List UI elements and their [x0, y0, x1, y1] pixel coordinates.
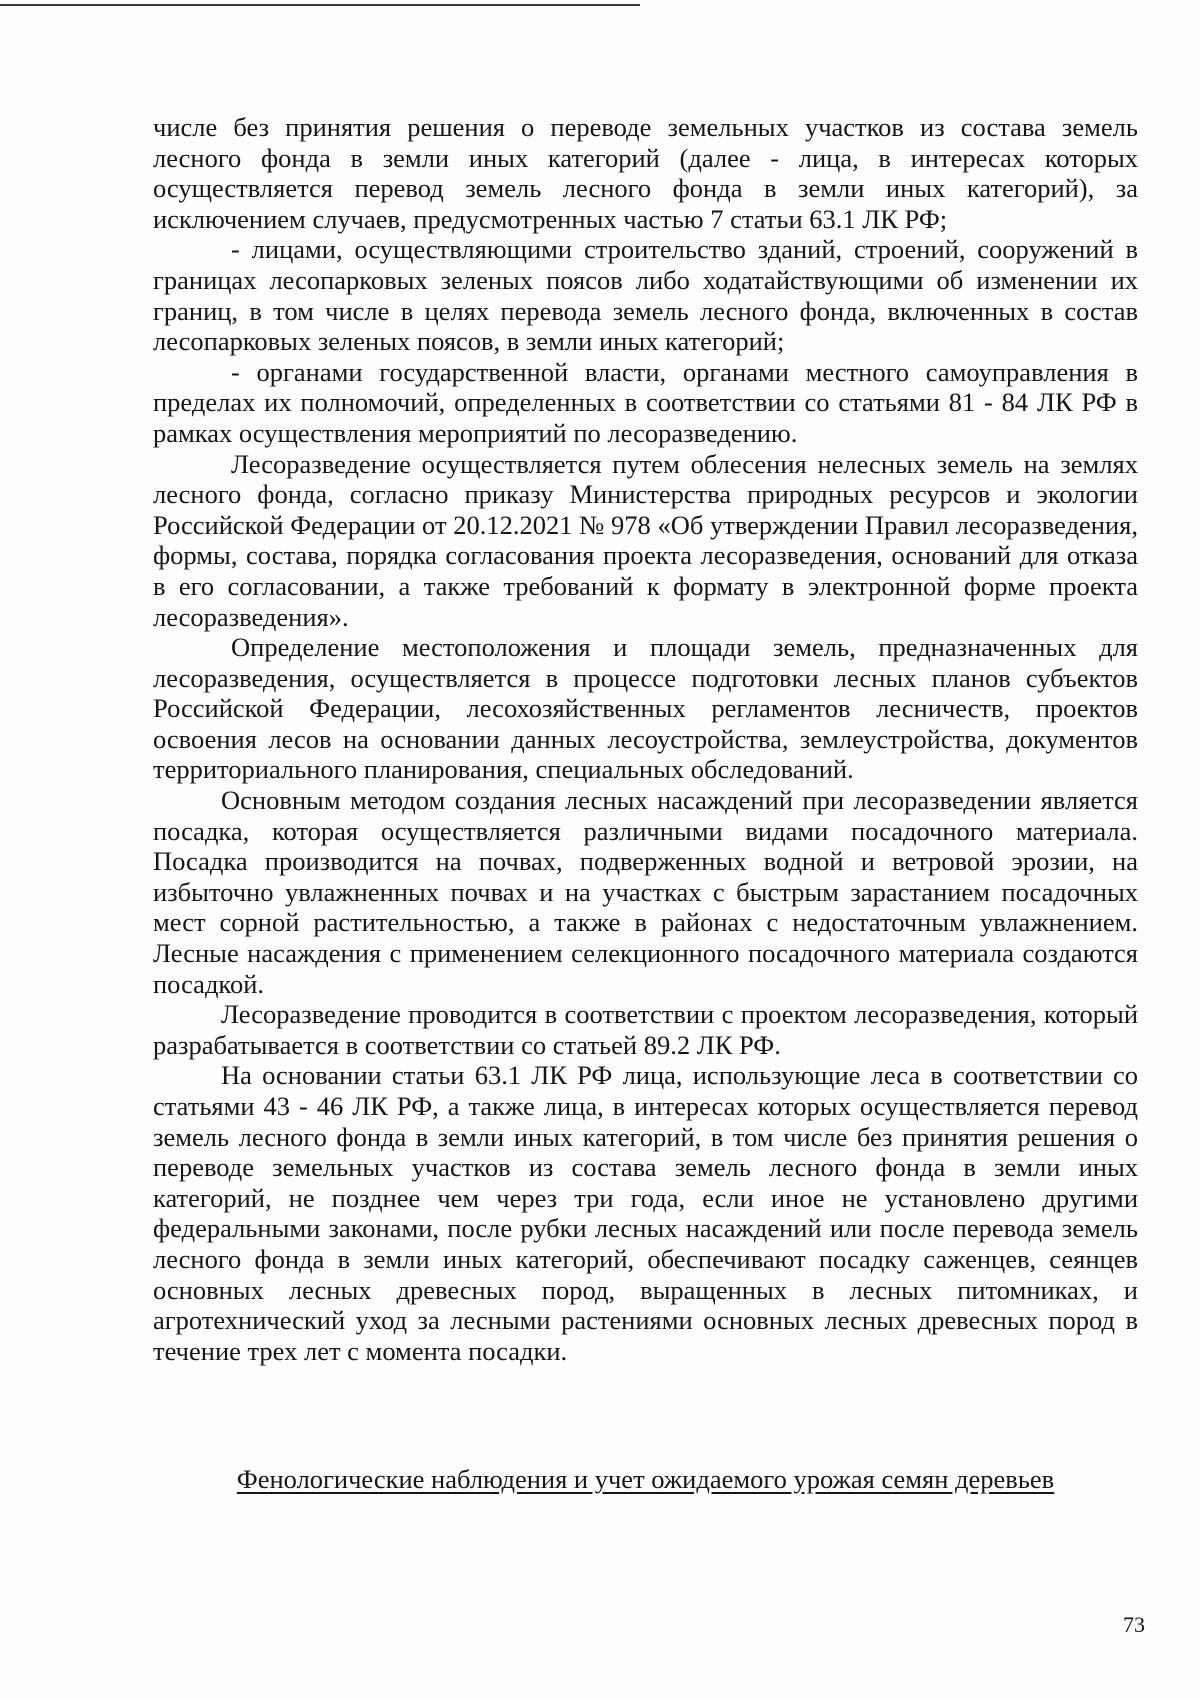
paragraph-afforestation: Лесоразведение осуществляется путем облесения нелесных земель на землях лесного фонда, согласно приказу Министерства природных ресурсов и экологии Российской Федерации от 20.12.2021 № 978 «Об утверждении Правил лесоразведения, формы, состава, порядка согласования проекта лесоразведения, оснований для отказа в его согласовании, а также требований к формату в электронной форме проекта лесоразведения».: [153, 448, 1138, 632]
paragraph-location-definition: Определение местоположения и площади земель, предназначенных для лесоразведения, осуществляется в процессе подготовки лесных планов субъектов Российской Федерации, лесохозяйственных регламентов лесничеств, проектов освоения лесов на основании данных лесоустройства, землеустройства, документов территориального планирования, специальных обследований.: [153, 632, 1138, 785]
paragraph-list-item-1: - лицами, осуществляющими строительство зданий, строений, сооружений в границах лесопарковых зеленых поясов либо ходатайствующими об изменении их границ, в том числе в целях перевода земель лесного фонда, включенных в состав лесопарковых зеленых поясов, в земли иных категорий;: [153, 234, 1138, 357]
paragraph-article-63-1: На основании статьи 63.1 ЛК РФ лица, использующие леса в соответствии со статьями 43 - 46 ЛК РФ, а также лица, в интересах которых осуществляется перевод земель лесного фонда в земли иных категорий, в том числе без принятия решения о переводе земельных участков из состава земель лесного фонда в земли иных категорий, не позднее чем через три года, если иное не установлено другими федеральными законами, после рубки лесных насаждений или после перевода земель лесного фонда в земли иных категорий, обеспечивают посадку саженцев, сеянцев основных лесных древесных пород, выращенных в лесных питомниках, и агротехнический уход за лесными растениями основных лесных древесных пород в течение трех лет с момента посадки.: [153, 1060, 1138, 1366]
paragraph-afforestation-project: Лесоразведение проводится в соответствии с проектом лесоразведения, который разрабатывается в соответствии со статьей 89.2 ЛК РФ.: [153, 999, 1138, 1060]
page-number: 73: [1123, 1612, 1145, 1637]
paragraph-list-item-2: - органами государственной власти, органами местного самоуправления в пределах их полномочий, определенных в соответствии со статьями 81 - 84 ЛК РФ в рамках осуществления мероприятий по лесоразведению.: [153, 356, 1138, 448]
paragraph-continuation: числе без принятия решения о переводе земельных участков из состава земель лесного фонда в земли иных категорий (далее - лица, в интересах которых осуществляется перевод земель лесного фонда в земли иных категорий), за исключением случаев, предусмотренных частью 7 статьи 63.1 ЛК РФ;: [153, 112, 1138, 234]
paragraph-planting-method: Основным методом создания лесных насаждений при лесоразведении является посадка, которая осуществляется различными видами посадочного материала. Посадка производится на почвах, подверженных водной и ветровой эрозии, на избыточно увлажненных почвах и на участках с быстрым зарастанием посадочных мест сорной растительностью, а также в районах с недостаточным увлажнением. Лесные насаждения с применением селекционного посадочного материала создаются посадкой.: [153, 785, 1138, 999]
section-heading: Фенологические наблюдения и учет ожидаемого урожая семян деревьев: [236, 1464, 1055, 1494]
document-body: [153, 112, 1138, 1366]
top-scan-rule: [0, 4, 640, 6]
